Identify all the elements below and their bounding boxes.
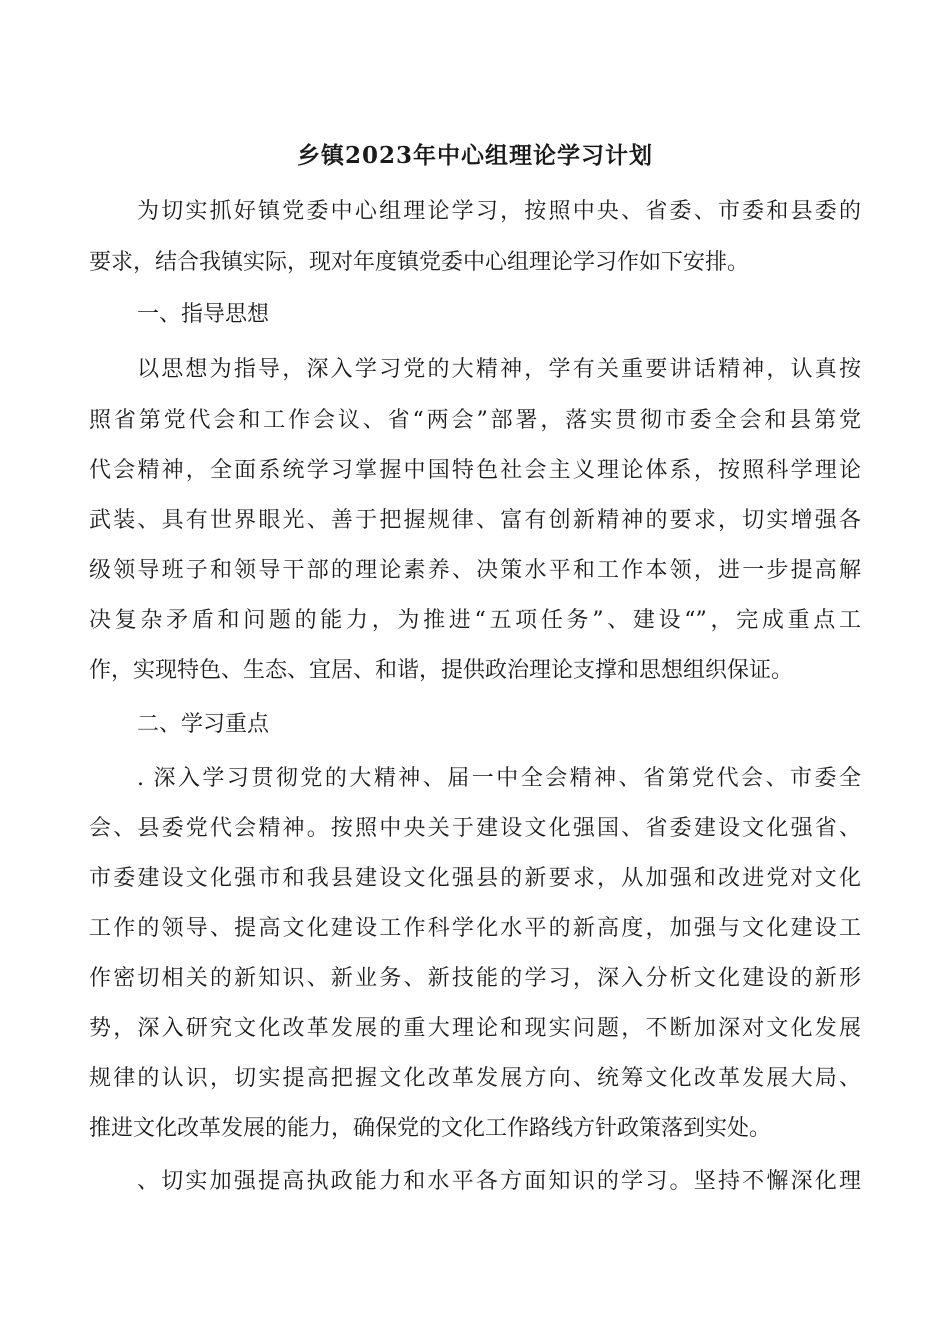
paragraph-focus1-line-2: 会、县委党代会精神。按照中央关于建设文化强国、省委建设文化强省、 <box>89 816 861 841</box>
paragraph-focus1-line-4: 工作的领导、提高文化建设工作科学化水平的新高度，加强与文化建设工 <box>89 916 861 941</box>
paragraph-focus1-line-1: . 深入学习贯彻党的大精神、届一中全会精神、省第党代会、市委全 <box>137 766 861 791</box>
paragraph-focus2-line-1: 、切实加强提高执政能力和水平各方面知识的学习。坚持不懈深化理 <box>137 1169 861 1194</box>
paragraph-guiding-line-4: 武装、具有世界眼光、善于把握规律、富有创新精神的要求，切实增强各 <box>89 508 861 533</box>
paragraph-intro-line-2: 要求，结合我镇实际，现对年度镇党委中心组理论学习作如下安排。 <box>89 250 750 275</box>
section-heading-study-focus: 二、学习重点 <box>137 712 270 737</box>
paragraph-guiding-line-3: 代会精神，全面系统学习掌握中国特色社会主义理论体系，按照科学理论 <box>89 458 861 483</box>
document-title: 乡镇2023年中心组理论学习计划 <box>296 142 653 169</box>
paragraph-focus1-line-7: 规律的认识，切实提高把握文化改革发展方向、统筹文化改革发展大局、 <box>89 1066 861 1091</box>
paragraph-focus1-line-8: 推进文化改革发展的能力，确保党的文化工作路线方针政策落到实处。 <box>89 1116 772 1141</box>
paragraph-focus1-line-3: 市委建设文化强市和我县建设文化强县的新要求，从加强和改进党对文化 <box>89 866 861 891</box>
paragraph-intro-line-1: 为切实抓好镇党委中心组理论学习，按照中央、省委、市委和县委的 <box>137 199 861 224</box>
paragraph-guiding-line-2: 照省第党代会和工作会议、省“两会”部署，落实贯彻市委全会和县第党 <box>89 408 861 433</box>
section-heading-guiding-thought: 一、指导思想 <box>137 302 270 327</box>
paragraph-guiding-line-1: 以思想为指导，深入学习党的大精神，学有关重要讲话精神，认真按 <box>137 357 861 382</box>
paragraph-guiding-line-7: 作，实现特色、生态、宜居、和谐，提供政治理论支撑和思想组织保证。 <box>89 658 794 683</box>
paragraph-focus1-line-5: 作密切相关的新知识、新业务、新技能的学习，深入分析文化建设的新形 <box>89 966 861 991</box>
paragraph-guiding-line-5: 级领导班子和领导干部的理论素养、决策水平和工作本领，进一步提高解 <box>89 558 861 583</box>
paragraph-guiding-line-6: 决复杂矛盾和问题的能力，为推进“五项任务”、建设“”，完成重点工 <box>89 608 861 633</box>
paragraph-focus1-line-6: 势，深入研究文化改革发展的重大理论和现实问题，不断加深对文化发展 <box>89 1016 861 1041</box>
